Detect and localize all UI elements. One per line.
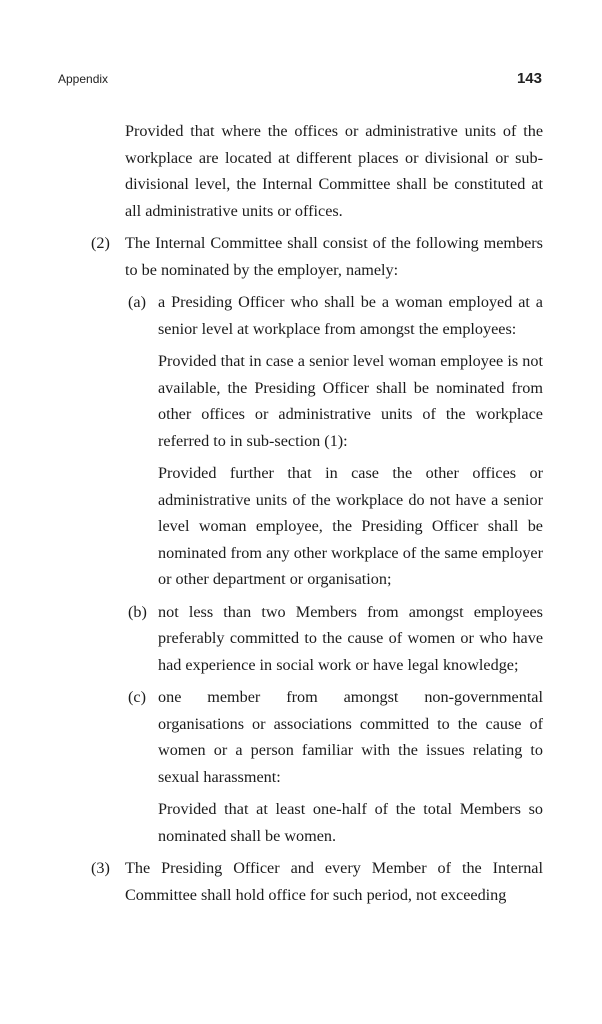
page-header <box>58 72 542 92</box>
sub-section-text: The Presiding Officer and every Member of the Internal Committee shall hold office for such period, not exceeding <box>125 859 543 904</box>
sub-section-text: The Internal Committee shall consist of the following members to be nominated by the employer, namely: <box>125 234 543 279</box>
clause-number: (b) <box>128 602 147 621</box>
clause-a <box>0 289 602 342</box>
intro-proviso: Provided that where the offices or administrative units of the workplace are located at different places or divisional or sub-divisional level, the Internal Committee shall be constituted at all administrative units or offices. <box>125 122 543 220</box>
sub-section-2 <box>0 230 602 283</box>
sub-section-number: (2) <box>91 234 110 252</box>
clause-text: a Presiding Officer who shall be a woman employed at a senior level at workplace from amongst the employees: <box>158 293 543 338</box>
page-number: 143 <box>516 70 542 87</box>
clause-c-proviso: Provided that at least one-half of the total Members so nominated shall be women. <box>158 800 543 845</box>
clause-number: (a) <box>128 293 146 311</box>
clause-text: not less than two Members from amongst employees preferably committed to the cause of women or who have had experience in social work or have legal knowledge; <box>158 602 543 674</box>
clause-c <box>0 684 602 790</box>
page-body <box>0 118 602 908</box>
clause-a-proviso-1: Provided that in case a senior level woman employee is not available, the Presiding Officer shall be nominated from other offices or administrative units of the workplace referred to in sub-section (1): <box>158 352 543 450</box>
clause-number: (c) <box>128 688 146 706</box>
clause-a-proviso-2: Provided further that in case the other offices or administrative units of the workplace do not have a senior level woman employee, the Presiding Officer shall be nominated from any other workplace of the same employer or other department or organisation; <box>158 464 543 588</box>
clause-b <box>0 599 602 679</box>
running-head: Appendix <box>58 72 109 86</box>
sub-section-3 <box>0 855 602 908</box>
clause-text: one member from amongst non-governmental organisations or associations committed to the cause of women or a person familiar with the issues relating to sexual harassment: <box>158 688 543 786</box>
sub-section-number: (3) <box>91 859 110 877</box>
